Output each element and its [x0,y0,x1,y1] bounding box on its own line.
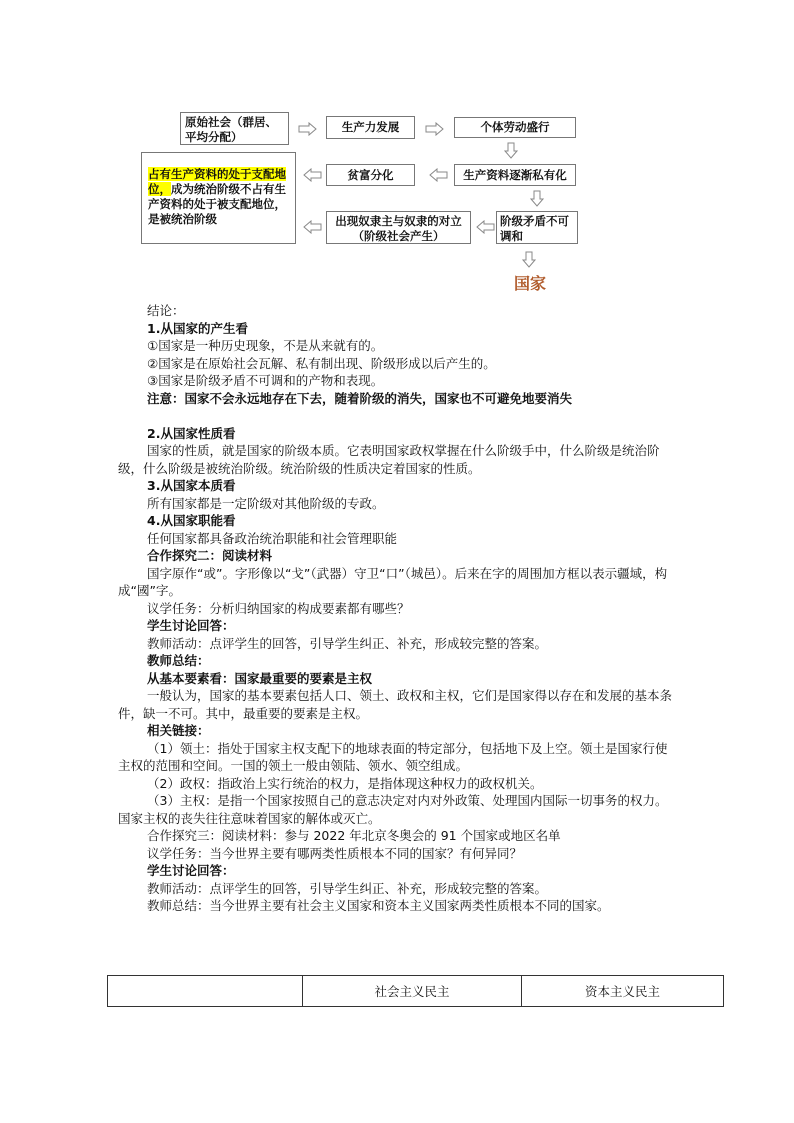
origin-point-2: ②国家是在原始社会瓦解、私有制出现、阶级形成以后产生的。 [147,355,496,371]
discussion-task-2: 议学任务：当今世界主要有哪两类性质根本不同的国家？有何异同？ [147,845,523,861]
left-arrow-icon [475,220,495,234]
territory-paragraph: （1）领土：指处于国家主权支配下的地球表面的特定部分，包括地下及上空。领土是国家行使主权的范围和空间。一国的领土一般由领陆、领水、领空组成。 [118,740,668,773]
section-heading-origin: 1.从国家的产生看 [147,320,248,336]
teacher-activity-1: 教师活动：点评学生的回答，引导学生纠正、补充，形成较完整的答案。 [147,635,548,651]
origin-point-3: ③国家是阶级矛盾不可调和的产物和表现。 [147,373,384,388]
productivity-box: 生产力发展 [326,116,415,139]
rich-poor-box: 贫富分化 [326,164,415,186]
teacher-summary-1: 教师总结： [147,653,210,668]
nature-paragraph: 国家的性质，就是国家的阶级本质。它表明国家政权掌握在什么阶级手中，什么阶级是统治阶级，什么阶级是被统治阶级。统治阶级的性质决定着国家的性质。 [118,443,660,476]
cooperative-inquiry-3: 合作探究三：阅读材料：参与 2022 年北京冬奥会的 91 个国家或地区名单 [147,828,561,843]
teacher-activity-2: 教师活动：点评学生的回答，引导学生纠正、补充，形成较完整的答案。 [147,880,548,896]
table-header-capitalist: 资本主义民主 [522,976,724,1007]
section-heading-function: 4.从国家职能看 [147,513,236,528]
function-paragraph: 任何国家都具备政治统治职能和社会管理职能 [147,530,398,546]
slave-opposition-box [326,211,471,244]
sovereignty-paragraph: （3）主权：是指一个国家按照自己的意志决定对内对外政策、处理国内国际一切事务的权力。国家主权的丧失往往意味着国家的解体或灭亡。 [118,793,668,826]
down-arrow-icon [504,142,518,160]
left-arrow-icon [428,168,448,182]
individual-labor-box: 个体劳动盛行 [454,117,576,138]
cooperative-inquiry-2: 合作探究二：阅读材料 [147,548,273,563]
related-link-heading: 相关链接： [147,723,210,738]
conclusion-heading: 结论： [147,303,185,318]
table-header-socialist: 社会主义民主 [303,976,522,1007]
student-discussion-1: 学生讨论回答： [147,618,235,633]
body-text [118,302,678,915]
right-arrow-icon [298,122,318,136]
origin-point-1: ①国家是一种历史现象，不是从来就有的。 [147,338,384,353]
material-paragraph: 国字原作“或”。字形像以“戈”（武器）守卫“口”（城邑）。后来在字的周围加方框以表示疆域，构成“國”字。 [118,565,668,598]
teacher-summary-2: 教师总结：当今世界主要有社会主义国家和资本主义国家两类性质根本不同的国家。 [147,898,610,913]
state-label: 国家 [514,274,547,293]
slave-opposition-line1: 出现奴隶主与奴隶的对立 [335,214,462,228]
table-header-row [108,976,724,1007]
ruling-class-box [141,152,296,244]
basic-elements-paragraph: 一般认为，国家的基本要素包括人口、领土、政权和主权，它们是国家得以存在和发展的基本条件，缺一不可。其中，最重要的要素是主权。 [118,688,673,721]
section-heading-nature: 2.从国家性质看 [147,425,236,441]
regime-paragraph: （2）政权：指政治上实行统治的权力，是指体现这种权力的政权机关。 [147,775,543,791]
note-text: 注意：国家不会永远地存在下去，随着阶级的消失，国家也不可避免地要消失 [147,390,573,406]
left-arrow-icon [302,168,322,182]
democracy-comparison-table [107,975,724,1007]
slave-opposition-line2: （阶级社会产生） [352,229,445,243]
table-header-empty [108,976,303,1007]
down-arrow-icon [522,251,536,269]
essence-paragraph: 所有国家都是一定阶级对其他阶级的专政。 [147,495,385,511]
left-arrow-icon [302,220,322,234]
irreconcilable-contradiction-box: 阶级矛盾不可调和 [496,211,578,244]
private-ownership-box: 生产资料逐渐私有化 [454,164,576,186]
discussion-task-1: 议学任务：分析归纳国家的构成要素都有哪些？ [147,600,410,616]
ruling-class-text: 成为统治阶级不占有生产资料的处于被支配地位，是被统治阶级 [148,182,286,226]
section-heading-essence: 3.从国家本质看 [147,478,236,493]
right-arrow-icon [425,122,445,136]
key-element-heading: 从基本要素看：国家最重要的要素是主权 [147,670,373,686]
ruling-class-highlight: 占有生产资料的处于支配地位， [148,167,286,196]
primitive-society-box: 原始社会（群居、平均分配） [180,112,289,145]
down-arrow-icon [530,190,544,208]
student-discussion-2: 学生讨论回答： [147,863,235,878]
